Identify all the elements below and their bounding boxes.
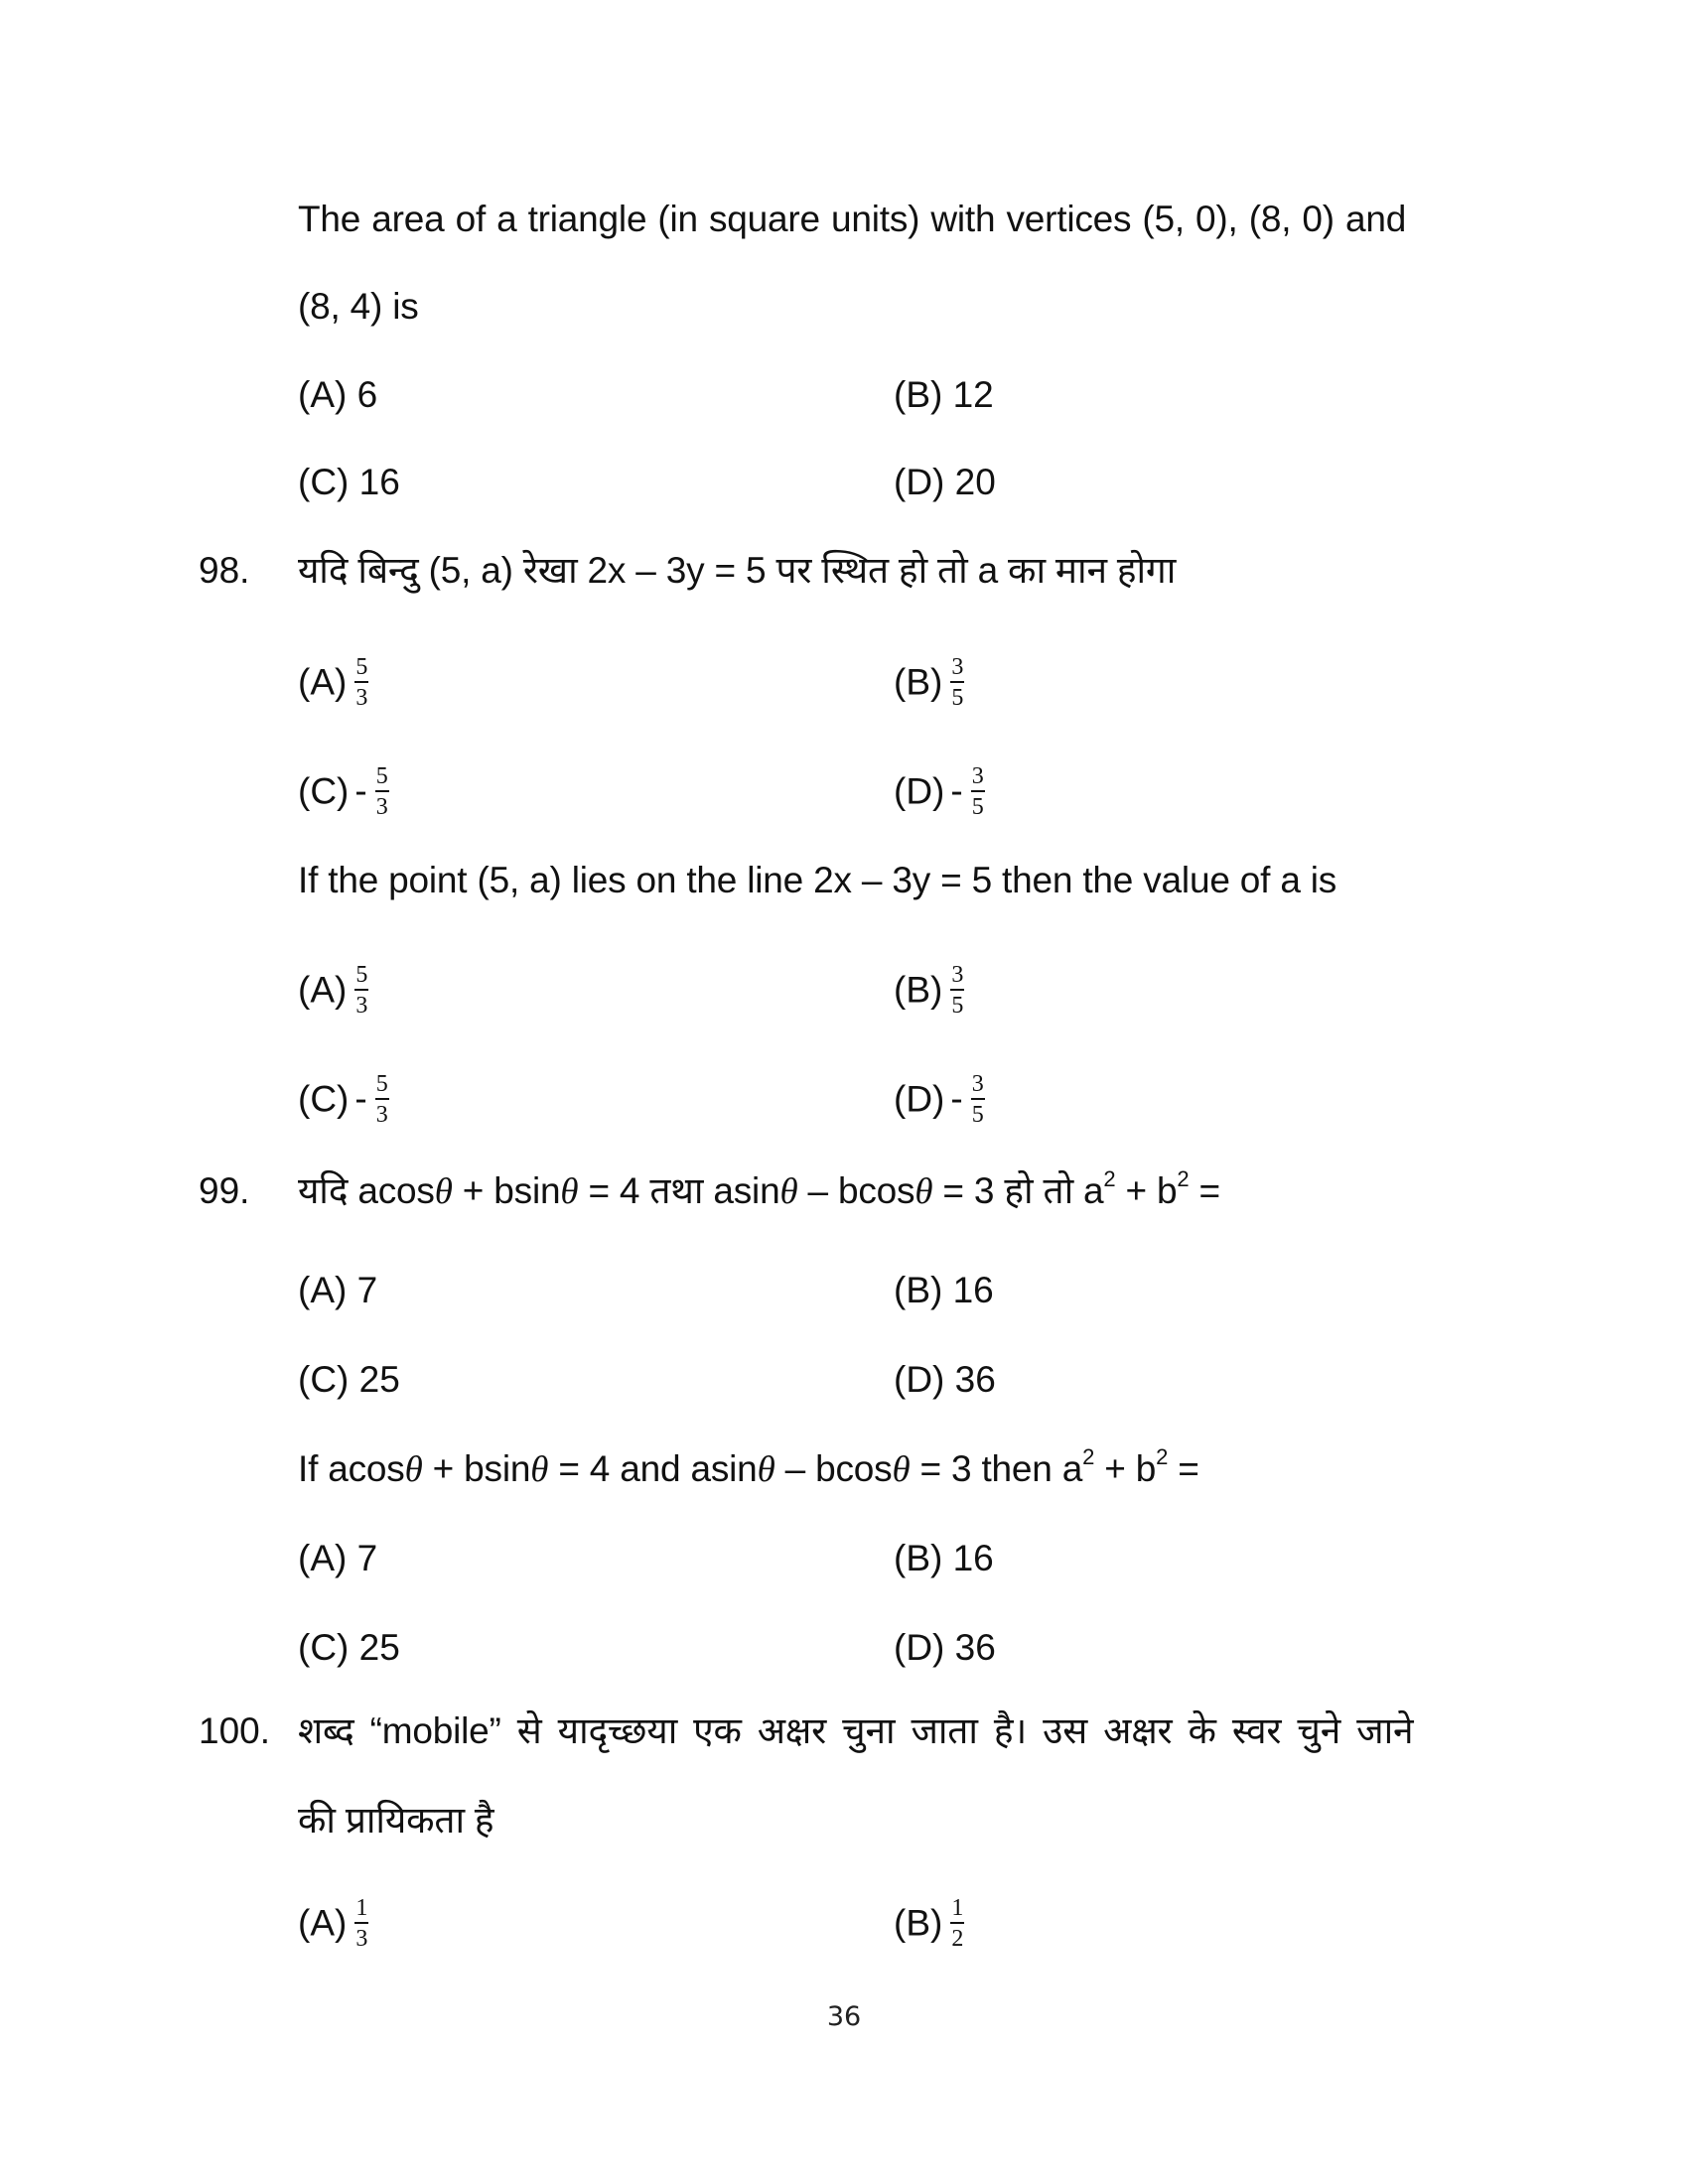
numerator: 5 bbox=[354, 655, 368, 683]
option-label: (A) bbox=[298, 969, 348, 1011]
minus-sign: - bbox=[354, 1078, 367, 1120]
q98-english-option-c bbox=[298, 1071, 389, 1128]
option-label: (C) bbox=[298, 770, 350, 812]
option-label: (D) bbox=[894, 770, 945, 812]
fraction bbox=[375, 1072, 389, 1127]
option-value: 6 bbox=[356, 374, 378, 415]
option-value: 25 bbox=[358, 1627, 400, 1668]
option-value: 16 bbox=[358, 462, 400, 502]
option-label: (B) bbox=[894, 374, 943, 415]
q98-hindi-option-b bbox=[894, 654, 964, 711]
option-label: (A) bbox=[298, 1538, 348, 1578]
numerator: 3 bbox=[950, 963, 964, 991]
q100-option-a bbox=[298, 1895, 368, 1952]
q99-hindi-option-d bbox=[894, 1358, 996, 1402]
numerator: 1 bbox=[950, 1896, 964, 1924]
q99-english-text bbox=[298, 1443, 1199, 1491]
option-value: 25 bbox=[358, 1359, 400, 1400]
q99-hindi-text bbox=[298, 1165, 1220, 1213]
q99-english-option-b bbox=[894, 1537, 994, 1580]
q97-text-line-2: (8, 4) is bbox=[298, 286, 419, 327]
superscript: 2 bbox=[1103, 1165, 1116, 1191]
q97-option-c bbox=[298, 461, 400, 504]
q97-text-line-1: The area of a triangle (in square units) with vertices (5, 0), (8, 0) and bbox=[298, 199, 1407, 239]
option-label: (C) bbox=[298, 1078, 350, 1120]
superscript: 2 bbox=[1177, 1165, 1190, 1191]
fraction bbox=[950, 655, 964, 710]
q98-hindi-option-a bbox=[298, 654, 368, 711]
fraction bbox=[950, 1896, 964, 1951]
numerator: 1 bbox=[354, 1896, 368, 1924]
option-value: 36 bbox=[954, 1359, 996, 1400]
numerator: 5 bbox=[375, 764, 389, 792]
q98-english-text: If the point (5, a) lies on the line 2x – 3y = 5 then the value of a is bbox=[298, 860, 1337, 900]
denominator: 5 bbox=[971, 794, 984, 820]
option-label: (C) bbox=[298, 1359, 350, 1400]
text-segment: + bsin bbox=[422, 1448, 531, 1489]
q98-hindi-option-c bbox=[298, 763, 389, 820]
minus-sign: - bbox=[950, 770, 963, 812]
minus-sign: - bbox=[950, 1078, 963, 1120]
q97-option-a bbox=[298, 373, 377, 417]
text-segment: + bsin bbox=[452, 1170, 561, 1211]
text-segment: – bcos bbox=[797, 1170, 915, 1211]
q99-english-option-d bbox=[894, 1626, 996, 1670]
option-label: (C) bbox=[298, 462, 350, 502]
denominator: 3 bbox=[375, 794, 388, 820]
q100-hindi-text-line-1: शब्द “mobile” से यादृच्छया एक अक्षर चुना जाता है। उस अक्षर के स्वर चुने जाने bbox=[298, 1710, 1414, 1751]
q99-hindi-option-a bbox=[298, 1269, 377, 1312]
text-segment: = 4 तथा asin bbox=[578, 1170, 780, 1211]
fraction bbox=[971, 1072, 985, 1127]
fraction bbox=[354, 1896, 368, 1951]
denominator: 5 bbox=[951, 993, 964, 1019]
q97-option-d bbox=[894, 461, 996, 504]
numerator: 3 bbox=[971, 764, 985, 792]
option-value: 7 bbox=[356, 1270, 378, 1310]
denominator: 3 bbox=[355, 993, 368, 1019]
option-label: (B) bbox=[894, 661, 943, 703]
theta-symbol: θ bbox=[560, 1171, 579, 1212]
numerator: 3 bbox=[950, 655, 964, 683]
fraction bbox=[375, 764, 389, 819]
numerator: 5 bbox=[354, 963, 368, 991]
text-segment: + b bbox=[1094, 1448, 1157, 1489]
option-label: (B) bbox=[894, 1538, 943, 1578]
q100-number: 100. bbox=[199, 1710, 271, 1751]
superscript: 2 bbox=[1156, 1443, 1169, 1469]
theta-symbol: θ bbox=[892, 1449, 911, 1490]
option-value: 16 bbox=[952, 1538, 994, 1578]
option-value: 7 bbox=[356, 1538, 378, 1578]
option-value: 20 bbox=[954, 462, 996, 502]
q99-hindi-option-b bbox=[894, 1269, 994, 1312]
denominator: 3 bbox=[355, 685, 368, 711]
q98-english-option-d bbox=[894, 1071, 985, 1128]
option-label: (A) bbox=[298, 1270, 348, 1310]
option-label: (A) bbox=[298, 661, 348, 703]
option-value: 12 bbox=[952, 374, 994, 415]
theta-symbol: θ bbox=[914, 1171, 933, 1212]
theta-symbol: θ bbox=[530, 1449, 549, 1490]
q98-english-option-b bbox=[894, 962, 964, 1019]
option-label: (D) bbox=[894, 462, 945, 502]
theta-symbol: θ bbox=[404, 1449, 423, 1490]
denominator: 3 bbox=[355, 1926, 368, 1952]
q99-hindi-option-c bbox=[298, 1358, 400, 1402]
superscript: 2 bbox=[1082, 1443, 1095, 1469]
q98-english-option-a bbox=[298, 962, 368, 1019]
option-label: (B) bbox=[894, 969, 943, 1011]
q99-english-option-c bbox=[298, 1626, 400, 1670]
option-label: (A) bbox=[298, 1902, 348, 1944]
denominator: 5 bbox=[971, 1102, 984, 1128]
text-segment: = bbox=[1189, 1170, 1220, 1211]
text-segment: = bbox=[1168, 1448, 1199, 1489]
denominator: 3 bbox=[375, 1102, 388, 1128]
option-label: (A) bbox=[298, 374, 348, 415]
option-label: (B) bbox=[894, 1270, 943, 1310]
q99-number: 99. bbox=[199, 1170, 250, 1211]
option-label: (D) bbox=[894, 1359, 945, 1400]
q98-hindi-text: यदि बिन्दु (5, a) रेखा 2x – 3y = 5 पर स्थित हो तो a का मान होगा bbox=[298, 550, 1177, 591]
q100-option-b bbox=[894, 1895, 964, 1952]
text-segment: = 3 then a bbox=[910, 1448, 1083, 1489]
option-label: (D) bbox=[894, 1627, 945, 1668]
option-label: (C) bbox=[298, 1627, 350, 1668]
option-value: 36 bbox=[954, 1627, 996, 1668]
text-segment: यदि acos bbox=[298, 1170, 435, 1211]
fraction bbox=[950, 963, 964, 1018]
q98-hindi-option-d bbox=[894, 763, 985, 820]
fraction bbox=[354, 963, 368, 1018]
text-segment: + b bbox=[1115, 1170, 1178, 1211]
fraction bbox=[971, 764, 985, 819]
text-segment: = 3 हो तो a bbox=[932, 1170, 1104, 1211]
denominator: 5 bbox=[951, 685, 964, 711]
text-segment: If acos bbox=[298, 1448, 405, 1489]
q97-option-b bbox=[894, 373, 994, 417]
fraction bbox=[354, 655, 368, 710]
text-segment: – bcos bbox=[774, 1448, 893, 1489]
text-segment: = 4 and asin bbox=[548, 1448, 758, 1489]
option-label: (D) bbox=[894, 1078, 945, 1120]
numerator: 3 bbox=[971, 1072, 985, 1100]
option-label: (B) bbox=[894, 1902, 943, 1944]
theta-symbol: θ bbox=[757, 1449, 775, 1490]
q99-english-option-a bbox=[298, 1537, 377, 1580]
minus-sign: - bbox=[354, 770, 367, 812]
q98-number: 98. bbox=[199, 550, 250, 591]
denominator: 2 bbox=[951, 1926, 964, 1952]
option-value: 16 bbox=[952, 1270, 994, 1310]
theta-symbol: θ bbox=[434, 1171, 453, 1212]
q100-hindi-text-line-2: की प्रायिकता है bbox=[298, 1800, 494, 1841]
numerator: 5 bbox=[375, 1072, 389, 1100]
page-number: 36 bbox=[826, 2001, 862, 2032]
theta-symbol: θ bbox=[779, 1171, 798, 1212]
